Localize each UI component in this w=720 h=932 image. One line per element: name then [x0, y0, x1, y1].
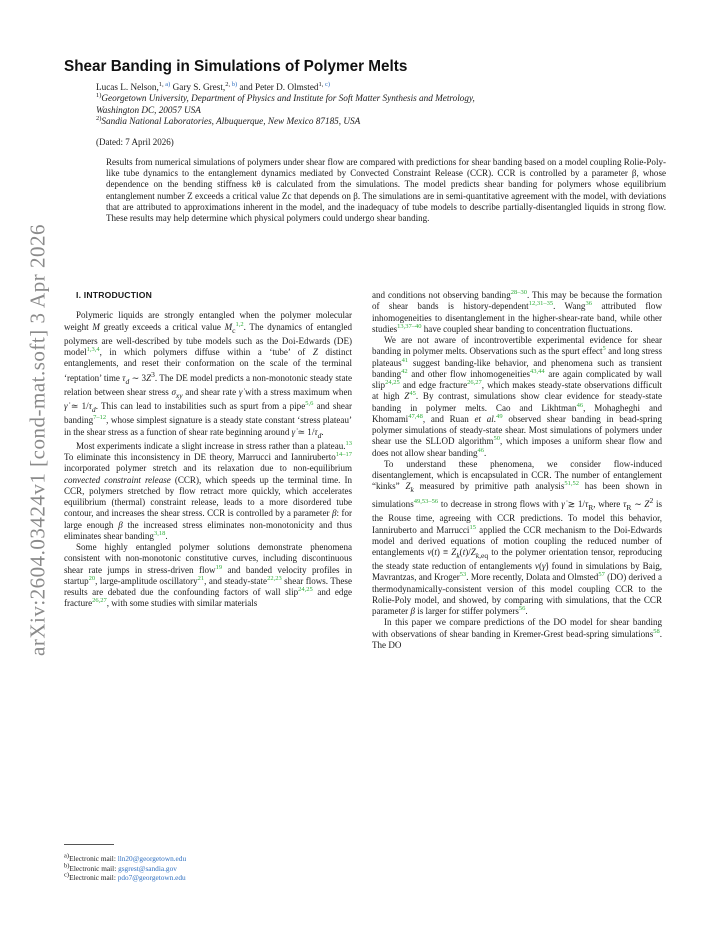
arxiv-identifier: arXiv:2604.03424v1 [cond-mat.soft] 3 Apr 2026	[25, 224, 50, 656]
paragraph: Polymeric liquids are strongly entangled when the polymer molecular weight M greatly exceeds a critical value $M_c^{1,2}$. The dynamics of entangled polymers are well-described by tube models such as the Doi-Edwards (DE) model$^{1,3,4}$, in which polymers diffuse within a ‘tube’ of Z distinct entanglements, and reset their conformation on the scale of the terminal ‘reptation’ time $\tau_d$ ∼ $3Z^3$. The DE model predicts a non-monotonic steady state relation between shear stress $\sigma_{xy}$ and shear rate γ̇ with a stress maximum when γ̇ ≃ $1/\tau_d$. This can lead to instabilities such as spurt from a pipe$^{5,6}$ and shear banding$^{7-12}$, whose simplest signature is a steady state constant ‘stress plateau’ in the shear stress as a function of shear rate beginning around γ̇ ≃ $1/\tau_d$.	[64, 310, 353, 440]
dated: (Dated: 7 April 2026)	[96, 136, 174, 147]
paper-title: Shear Banding in Simulations of Polymer Melts	[64, 58, 408, 75]
footnotes	[64, 844, 352, 883]
paper-header	[64, 58, 664, 224]
footnote-a: a)Electronic mail: lln20@georgetown.edu	[64, 852, 187, 863]
affiliation-1b	[96, 105, 664, 116]
paragraph: We are not aware of incontrovertible experimental evidence for shear banding in polymer melts. Observations such as the spurt effect$^5$ and long stress plateaus$^{41}$ suggest banding-like behavior, and phenomena such as transient banding$^{42}$ and other flow inhomogeneities$^{43,44}$ are again complicated by wall slip$^{24,25}$ and edge fracture$^{26,27}$, which makes steady-state observations difficult at high Z$^{45}$. By contrast, simulations show clear evidence for steady-state banding in polymer melts. Cao and Likhtman$^{46}$, Mohagheghi and Khomami$^{47,48}$, and Ruan et al.$^{49}$ observed shear banding in bead-spring polymer simulations of steady-state shear. Most simulations of polymers under shear use the SLLOD algorithm$^{50}$, which imposes a uniform shear flow and does not allow shear banding$^{46}$.	[372, 335, 663, 458]
paragraph: In this paper we compare predictions of the DO model for shear banding with observations of shear banding in Kremer-Grest bead-spring simulations$^{58}$. The DO	[372, 617, 662, 650]
email-link-c[interactable]: pdo7@georgetown.edu	[117, 873, 186, 883]
affiliation-1-text: Georgetown University, Department of Physics and Institute for Soft Matter Synthesis and Metrology,	[101, 93, 475, 104]
footnote-rule	[64, 844, 114, 845]
section-heading: I. INTRODUCTION	[76, 290, 153, 300]
author-name: Lucas L. Nelson,	[96, 82, 159, 92]
email-link-a[interactable]: lln20@georgetown.edu	[117, 854, 187, 863]
right-column	[372, 290, 662, 651]
author-line: Lucas L. Nelson,$^{1, a)}$ Gary S. Grest,$^{2, b)}$ and Peter D. Olmsted$^{1, c)}$	[96, 80, 331, 92]
abstract: Results from numerical simulations of polymers under shear flow are compared with predictions for shear banding based on a model coupling Rolie-Poly-like tube dynamics to the entanglement dynamics mediated by Convected Constraint Release (CCR). CCR is controlled by a parameter β, whose dependence on the bending stiffness kθ is calculated from the simulations. The model predicts shear banding for polymers whose equilibrium entanglement number Z exceeds a critical value Zc that depends on β. The simulations are in semi-quantitative agreement with the model, with deviations that are attributed to approximations inherent in the model, and the inadequacy of tube models to describe partially-disentangled liquids in strong flow. These results may help determine which physical polymers could undergo shear banding.	[106, 156, 666, 224]
paragraph: Most experiments indicate a slight increase in stress rather than a plateau.$^{13}$ To eliminate this inconsistency in DE theory, Marrucci and Ianniruberto$^{14-17}$ incorporated polymer stretch and its relaxation due to non-equilibrium convected constraint release (CCR), which speeds up the terminal time. In CCR, polymers stretched by flow retract more quickly, which accelerates equilibrium (thermal) constraint release, leads to a more disordered tube contour, and increases the shear stress. CCR is controlled by a parameter β: for large enough β the increased stress eliminates non-monotonicity and thus eliminates shear banding$^{3,18}$.	[64, 439, 353, 541]
arxiv-sidebar	[18, 180, 58, 700]
author-block	[96, 82, 664, 128]
affiliation-2: $^{2)}$Sandia National Laboratories, Albuquerque, New Mexico 87185, USA	[96, 115, 361, 127]
footnote-b: b)Electronic mail: gsgrest@sandia.gov	[64, 862, 177, 873]
affiliation-1b-text: Washington DC, 20057 USA	[96, 104, 201, 115]
left-column	[64, 290, 352, 610]
paragraph: To understand these phenomena, we consider flow-induced disentanglement, which is encapsulated in CCR. The number of entanglement “kinks” $Z_k$ measured by primitive path analysis$^{51,52}$ has been shown in simulations$^{49,53-56}$ to decrease in strong flows with γ̇ ≳ $1/\tau_R$, where $\tau_R$ ∼ $Z^2$ is the Rouse time, agreeing with CCR predictions. To model this behavior, Ianniruberto and Marrucci$^{15}$ applied the CCR mechanism to the Doi-Edwards model and derived equations of motion coupling the reduced number of entanglements $\nu(t) \equiv Z_k(t)/Z_{k,eq}$ to the polymer orientation tensor, reproducing the steady state reduction of entanglements ν(γ̇) found in simulations by Baig, Mavrantzas, and Kroger$^{53}$. More recently, Dolata and Olmsted$^{57}$ (DO) derived a thermodynamically-consistent version of this model coupling CCR to the Rolie-Poly model, and showed, by comparing with simulations, that the CCR parameter β is larger for stiffer polymers$^{56}$.	[372, 458, 662, 617]
email-link-b[interactable]: gsgrest@sandia.gov	[118, 863, 177, 873]
footnote-c: c)Electronic mail: pdo7@georgetown.edu	[64, 871, 186, 883]
affiliation-1: $^{1)}$Georgetown University, Department of Physics and Institute for Soft Matter Synthesis and Metrology,	[96, 92, 475, 104]
paragraph: Some highly entangled polymer solutions demonstrate phenomena consistent with non-monotonic constitutive curves, including discontinuous shear rate jumps in stress-driven flow$^{19}$ and banded velocity profiles in startup$^{20}$, large-amplitude oscillatory$^{21}$, and steady-state$^{22,23}$ shear flows. These results are debated due the confounding factors of wall slip$^{24,25}$ and edge fracture$^{26,27}$, with some studies with similar materials	[64, 542, 353, 609]
paragraph: and conditions not observing banding$^{28-30}$. This may be because the formation of shear bands is history-dependent$^{12,31-35}$. Wang$^{36}$ attributed flow inhomogeneities to disentanglement in the higher-shear-rate band, while other studies$^{13,37-40}$ have coupled shear banding to concentration fluctuations.	[372, 288, 662, 334]
affiliation-2-text: Sandia National Laboratories, Albuquerque, New Mexico 87185, USA	[101, 116, 361, 127]
